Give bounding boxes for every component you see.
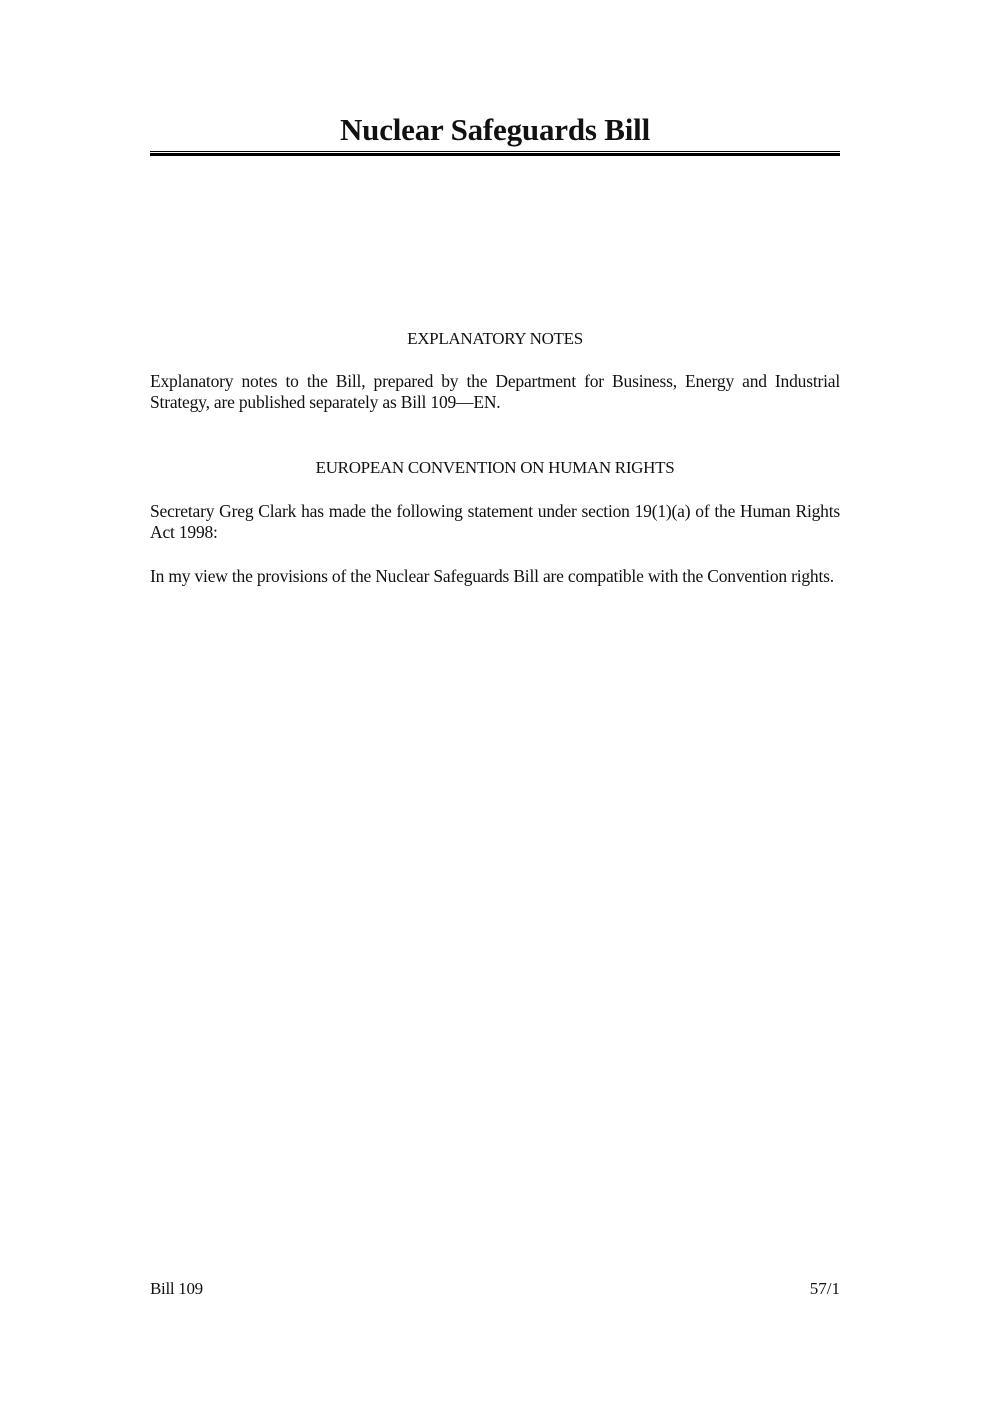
- footer-bill-number: Bill 109: [150, 1279, 203, 1298]
- footer-page-reference: 57/1: [809, 1279, 840, 1298]
- section-heading-echr: EUROPEAN CONVENTION ON HUMAN RIGHTS: [315, 458, 675, 477]
- explanatory-notes-paragraph: Explanatory notes to the Bill, prepared by the Department for Business, Energy and Industrial Strategy, are published separately as Bill 109—EN.: [150, 371, 840, 412]
- echr-statement-paragraph: Secretary Greg Clark has made the following statement under section 19(1)(a) of the Human Rights Act 1998:: [150, 501, 840, 542]
- section-heading-explanatory-notes: EXPLANATORY NOTES: [407, 329, 583, 348]
- document-title: Nuclear Safeguards Bill: [339, 112, 650, 147]
- title-rule-thick: [150, 153, 840, 156]
- compatibility-statement-paragraph: In my view the provisions of the Nuclear Safeguards Bill are compatible with the Convention rights.: [150, 566, 834, 586]
- title-rule-thin: [150, 151, 840, 152]
